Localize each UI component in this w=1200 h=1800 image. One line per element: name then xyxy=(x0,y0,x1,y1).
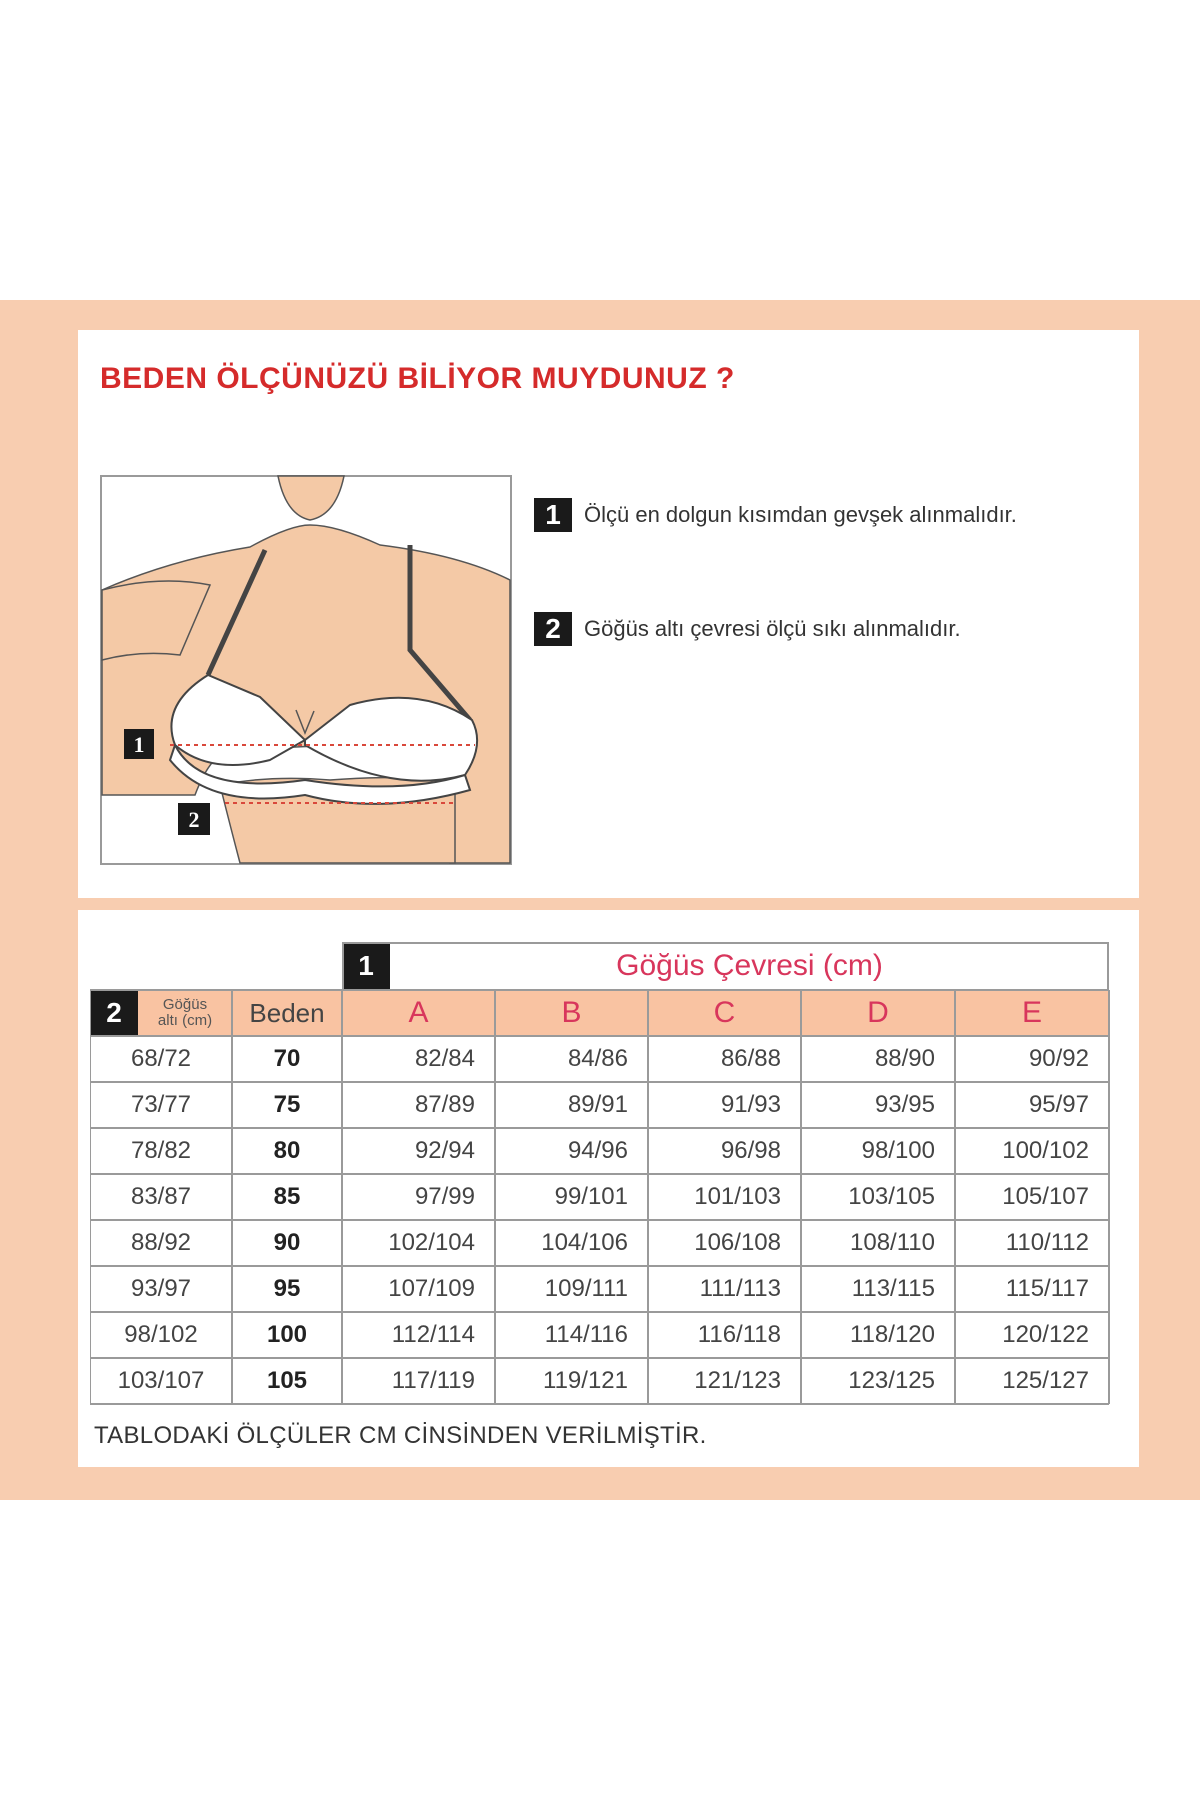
under-bust-cell: 73/77 xyxy=(130,1091,192,1118)
cup-a-cell: 82/84 xyxy=(414,1045,475,1072)
cup-b-cell: 89/91 xyxy=(567,1091,628,1118)
cup-b-cell: 119/121 xyxy=(543,1367,628,1394)
cup-a-cell: 112/114 xyxy=(391,1321,475,1348)
size-header: Beden xyxy=(232,990,342,1036)
footer-note: TABLODAKİ ÖLÇÜLER CM CİNSİNDEN VERİLMİŞTİR. xyxy=(94,1422,707,1449)
cup-e-cell: 95/97 xyxy=(1028,1091,1089,1118)
cup-header-a: A xyxy=(342,990,495,1036)
cup-e-cell: 115/117 xyxy=(1005,1275,1089,1302)
instruction-1-text: Ölçü en dolgun kısımdan gevşek alınmalıdır. xyxy=(584,502,1017,527)
cup-a-cell: 92/94 xyxy=(414,1137,475,1164)
under-bust-cell: 103/107 xyxy=(117,1367,205,1394)
cup-e-cell: 105/107 xyxy=(1002,1183,1089,1210)
instruction-2 xyxy=(534,612,961,646)
cup-a-cell: 102/104 xyxy=(388,1229,475,1256)
cup-c-cell: 121/123 xyxy=(694,1367,781,1394)
bra-measurement-illustration xyxy=(100,475,512,865)
cup-header-e: E xyxy=(955,990,1109,1036)
instruction-1-number: 1 xyxy=(534,498,572,532)
cup-a-cell: 107/109 xyxy=(388,1275,475,1302)
cup-c-cell: 116/118 xyxy=(697,1321,781,1348)
cup-d-cell: 123/125 xyxy=(848,1367,935,1394)
marker-1-badge xyxy=(124,729,154,759)
cup-b-cell: 99/101 xyxy=(554,1183,628,1210)
size-cell: 105 xyxy=(266,1367,308,1394)
cup-b-cell: 84/86 xyxy=(567,1045,628,1072)
instruction-2-number: 2 xyxy=(534,612,572,646)
cup-b-cell: 114/116 xyxy=(544,1321,628,1348)
svg-text:1: 1 xyxy=(133,732,145,757)
section-2-badge: 2 xyxy=(90,990,138,1036)
cup-header-c: C xyxy=(648,990,801,1036)
size-chart-panel xyxy=(78,910,1139,1467)
cup-c-cell: 101/103 xyxy=(694,1183,781,1210)
under-bust-cell: 93/97 xyxy=(130,1275,192,1302)
marker-2-badge xyxy=(178,803,210,835)
cup-d-cell: 88/90 xyxy=(874,1045,935,1072)
cup-e-cell: 90/92 xyxy=(1028,1045,1089,1072)
cup-c-cell: 111/113 xyxy=(699,1275,781,1302)
size-cell: 90 xyxy=(273,1229,301,1256)
measurement-guide-panel xyxy=(78,330,1139,898)
cup-header-b: B xyxy=(495,990,648,1036)
svg-text:2: 2 xyxy=(188,807,200,832)
cup-b-cell: 94/96 xyxy=(567,1137,628,1164)
cup-a-cell: 87/89 xyxy=(414,1091,475,1118)
size-cell: 80 xyxy=(273,1137,301,1164)
size-cell: 100 xyxy=(266,1321,308,1348)
under-bust-label-line1: Göğüs xyxy=(162,996,208,1013)
cup-a-cell: 97/99 xyxy=(414,1183,475,1210)
size-cell: 85 xyxy=(273,1183,301,1210)
page-title: BEDEN ÖLÇÜNÜZÜ BİLİYOR MUYDUNUZ ? xyxy=(100,362,735,395)
chest-circumference-heading: Göğüs Çevresi (cm) xyxy=(616,949,883,982)
size-cell: 75 xyxy=(273,1091,301,1118)
cup-d-cell: 108/110 xyxy=(850,1229,935,1256)
under-bust-cell: 83/87 xyxy=(130,1183,192,1210)
cup-b-cell: 109/111 xyxy=(544,1275,628,1302)
cup-d-cell: 98/100 xyxy=(861,1137,935,1164)
cup-e-cell: 120/122 xyxy=(1002,1321,1089,1348)
under-bust-cell: 78/82 xyxy=(130,1137,192,1164)
cup-e-cell: 110/112 xyxy=(1005,1229,1089,1256)
size-cell: 95 xyxy=(273,1275,301,1302)
cup-a-cell: 117/119 xyxy=(391,1367,475,1394)
cup-c-cell: 106/108 xyxy=(694,1229,781,1256)
section-1-badge: 1 xyxy=(342,942,390,990)
under-bust-cell: 88/92 xyxy=(130,1229,192,1256)
cup-d-cell: 93/95 xyxy=(874,1091,935,1118)
cup-c-cell: 96/98 xyxy=(720,1137,781,1164)
instruction-2-text: Göğüs altı çevresi ölçü sıkı alınmalıdır. xyxy=(584,616,961,641)
cup-d-cell: 118/120 xyxy=(850,1321,935,1348)
cup-c-cell: 86/88 xyxy=(720,1045,781,1072)
cup-d-cell: 113/115 xyxy=(851,1275,935,1302)
instruction-1 xyxy=(534,498,1017,532)
table-grid-lines xyxy=(90,942,1111,1420)
under-bust-cell: 68/72 xyxy=(130,1045,192,1072)
size-cell: 70 xyxy=(273,1045,301,1072)
cup-e-cell: 100/102 xyxy=(1002,1137,1089,1164)
cup-d-cell: 103/105 xyxy=(848,1183,935,1210)
under-bust-label-line2: altı (cm) xyxy=(157,1012,213,1029)
under-bust-cell: 98/102 xyxy=(124,1321,198,1348)
cup-b-cell: 104/106 xyxy=(541,1229,628,1256)
cup-c-cell: 91/93 xyxy=(720,1091,781,1118)
cup-header-d: D xyxy=(801,990,955,1036)
cup-e-cell: 125/127 xyxy=(1002,1367,1089,1394)
